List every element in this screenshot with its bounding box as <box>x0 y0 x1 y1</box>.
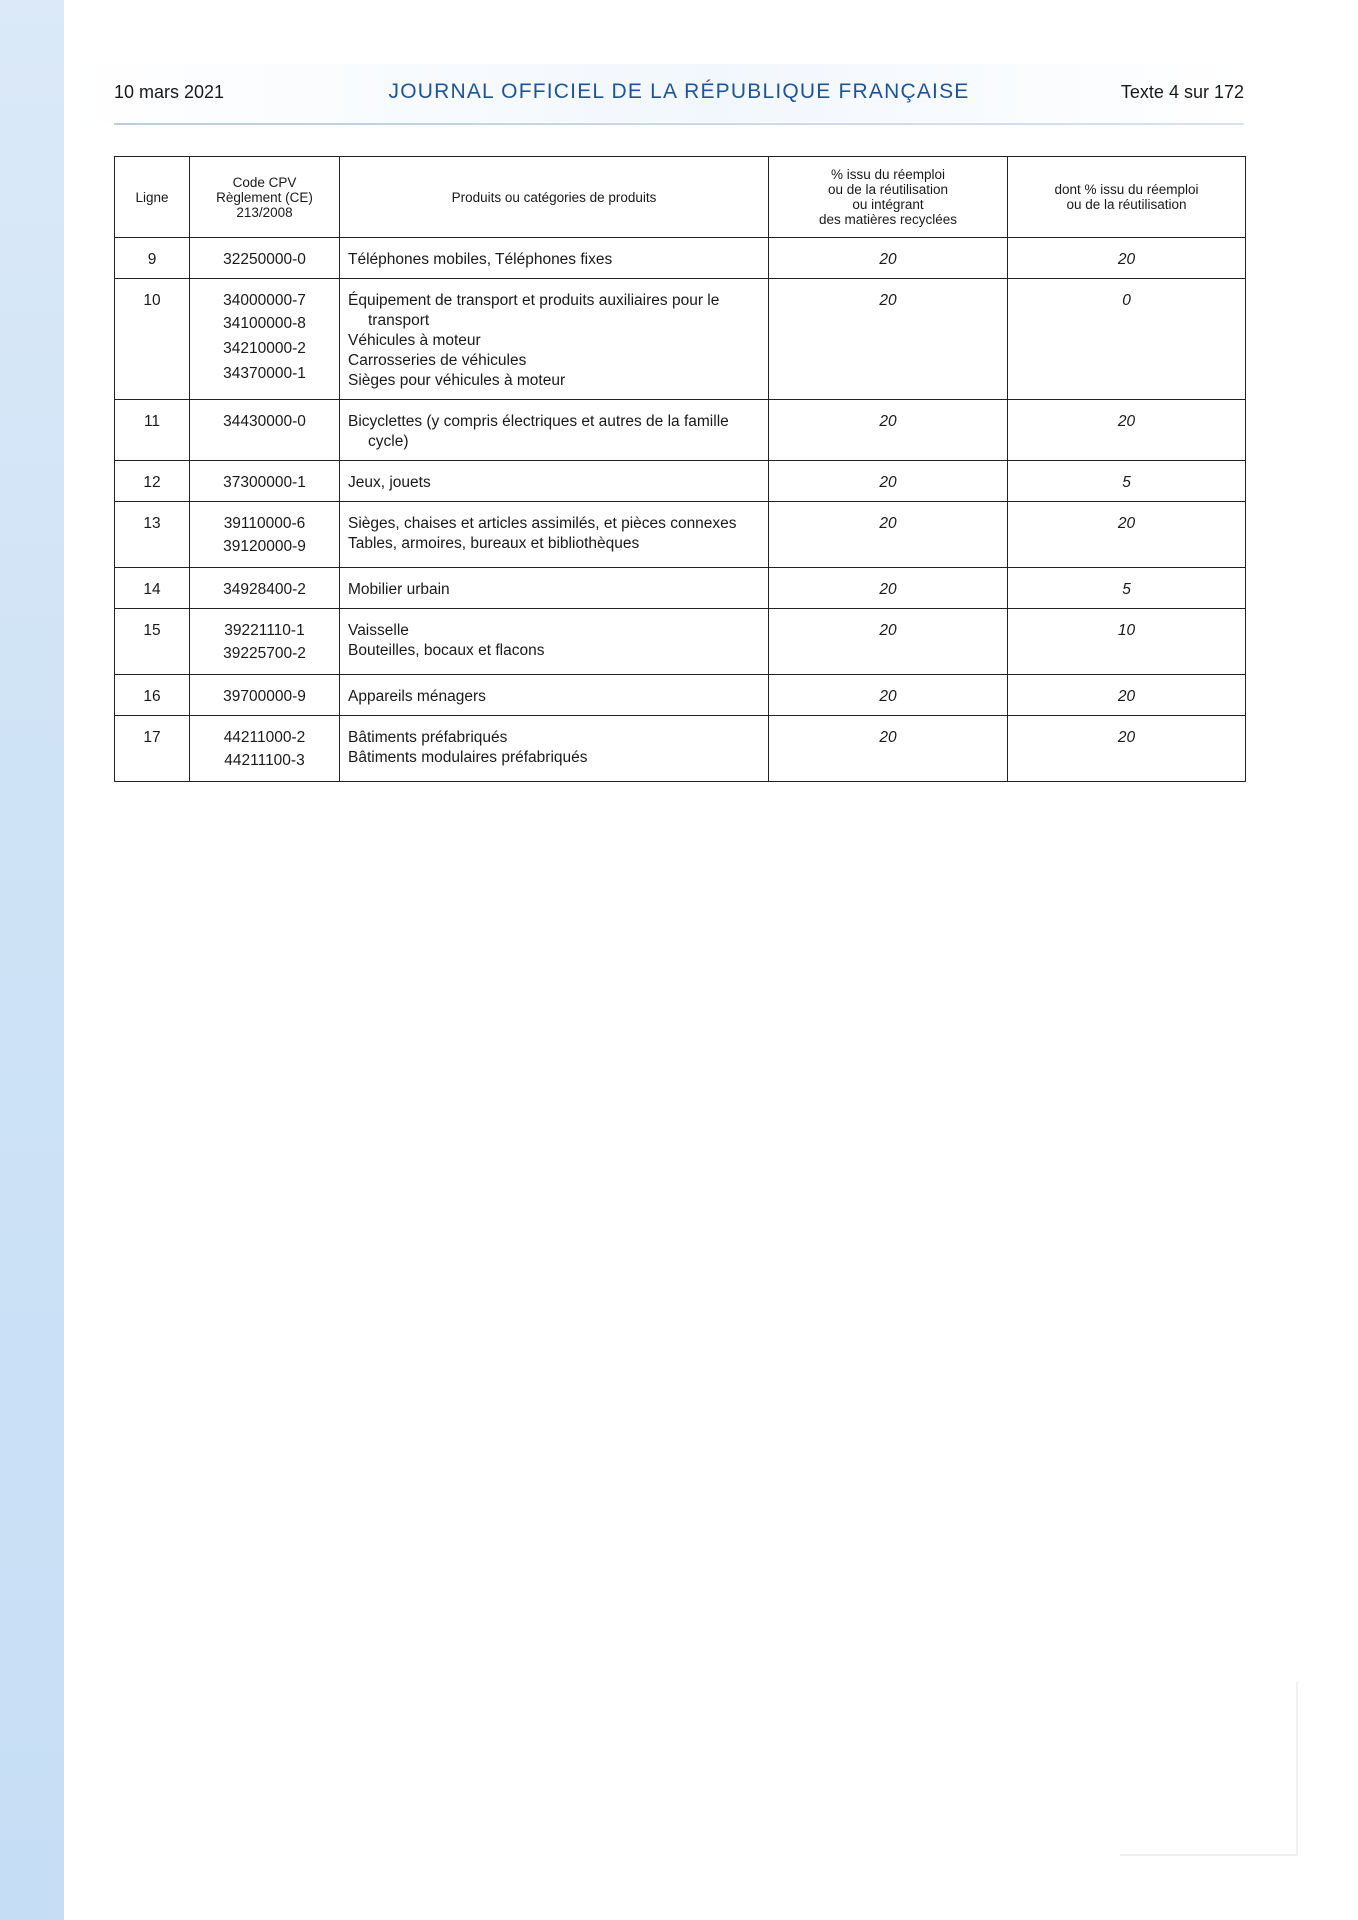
cell-ligne: 15 <box>115 609 190 675</box>
cell-dont-pct: 5 <box>1008 461 1246 502</box>
cell-code-cpv <box>190 238 340 279</box>
cell-pct-reemploi: 20 <box>769 675 1008 716</box>
cell-dont-pct: 0 <box>1008 279 1246 400</box>
cpv-code: 34210000-2 <box>223 340 306 357</box>
left-margin-band <box>0 0 64 1920</box>
header-rule <box>114 123 1244 125</box>
cell-pct-reemploi: 20 <box>769 400 1008 461</box>
cell-code-cpv <box>190 675 340 716</box>
cell-pct-reemploi: 20 <box>769 279 1008 400</box>
cpv-code: 39120000-9 <box>223 538 306 555</box>
cell-code-cpv <box>190 279 340 400</box>
product-category: Vaisselle <box>348 622 409 639</box>
table-row <box>115 400 1246 461</box>
cell-ligne: 9 <box>115 238 190 279</box>
header-dont-pct: dont % issu du réemploi ou de la réutilisation <box>1008 157 1246 238</box>
product-category: Bicyclettes (y compris électriques et autres de la famille cycle) <box>348 413 729 450</box>
cpv-table <box>114 156 1246 782</box>
table-row <box>115 279 1246 400</box>
product-category: Bâtiments modulaires préfabriqués <box>348 749 588 766</box>
header-produits: Produits ou catégories de produits <box>340 157 769 238</box>
table-row <box>115 238 1246 279</box>
cell-code-cpv <box>190 400 340 461</box>
page-corner-mark <box>1120 1682 1298 1856</box>
cell-produits <box>340 461 769 502</box>
cpv-code: 44211000-2 <box>223 729 306 746</box>
cpv-code: 34370000-1 <box>223 365 306 382</box>
cell-dont-pct: 10 <box>1008 609 1246 675</box>
cell-ligne: 17 <box>115 716 190 782</box>
product-category: Véhicules à moteur <box>348 332 481 349</box>
cell-dont-pct: 20 <box>1008 400 1246 461</box>
product-category: Sièges, chaises et articles assimilés, et pièces connexes <box>348 515 737 532</box>
cell-pct-reemploi: 20 <box>769 238 1008 279</box>
cpv-code: 39110000-6 <box>223 515 306 532</box>
cpv-code: 34000000-7 <box>223 292 306 309</box>
cpv-code: 34430000-0 <box>223 413 306 430</box>
header-ligne: Ligne <box>115 157 190 238</box>
cell-produits <box>340 568 769 609</box>
publication-date: 10 mars 2021 <box>114 82 225 102</box>
journal-title: JOURNAL OFFICIEL DE LA RÉPUBLIQUE FRANÇAISE <box>388 80 970 103</box>
cell-dont-pct: 20 <box>1008 716 1246 782</box>
cpv-code: 34928400-2 <box>223 581 306 598</box>
cell-produits <box>340 279 769 400</box>
cpv-code: 37300000-1 <box>223 474 306 491</box>
cpv-code: 32250000-0 <box>223 251 306 268</box>
product-category: Appareils ménagers <box>348 688 486 705</box>
cpv-code: 39225700-2 <box>223 645 306 662</box>
product-category: Bâtiments préfabriqués <box>348 729 508 746</box>
table-row <box>115 716 1246 782</box>
product-category: Tables, armoires, bureaux et bibliothèques <box>348 535 640 552</box>
cell-pct-reemploi: 20 <box>769 568 1008 609</box>
cpv-code: 39221110-1 <box>224 622 305 639</box>
cell-pct-reemploi: 20 <box>769 461 1008 502</box>
product-category: Équipement de transport et produits auxiliaires pour le transport <box>348 292 720 329</box>
cell-code-cpv <box>190 568 340 609</box>
product-category: Sièges pour véhicules à moteur <box>348 372 566 389</box>
cell-produits <box>340 502 769 568</box>
product-category: Bouteilles, bocaux et flacons <box>348 642 545 659</box>
cell-dont-pct: 20 <box>1008 238 1246 279</box>
cell-produits <box>340 400 769 461</box>
cell-ligne: 12 <box>115 461 190 502</box>
cell-ligne: 14 <box>115 568 190 609</box>
cell-dont-pct: 5 <box>1008 568 1246 609</box>
cell-dont-pct: 20 <box>1008 675 1246 716</box>
table-header-row <box>115 157 1246 238</box>
header-pct-reemploi: % issu du réemploi ou de la réutilisation ou intégrant des matières recyclées <box>769 157 1008 238</box>
table-row <box>115 502 1246 568</box>
product-category: Jeux, jouets <box>348 474 431 491</box>
cpv-code: 34100000-8 <box>223 315 306 332</box>
cell-produits <box>340 609 769 675</box>
cell-dont-pct: 20 <box>1008 502 1246 568</box>
table-row <box>115 609 1246 675</box>
header-code-cpv: Code CPV Règlement (CE) 213/2008 <box>190 157 340 238</box>
cell-pct-reemploi: 20 <box>769 502 1008 568</box>
product-category: Carrosseries de véhicules <box>348 352 527 369</box>
cell-pct-reemploi: 20 <box>769 609 1008 675</box>
cell-code-cpv <box>190 461 340 502</box>
cpv-code: 39700000-9 <box>223 688 306 705</box>
cell-produits <box>340 238 769 279</box>
cell-code-cpv <box>190 609 340 675</box>
cell-produits <box>340 716 769 782</box>
cell-code-cpv <box>190 502 340 568</box>
table-row <box>115 675 1246 716</box>
table-row <box>115 461 1246 502</box>
cell-ligne: 16 <box>115 675 190 716</box>
cell-ligne: 13 <box>115 502 190 568</box>
cell-ligne: 11 <box>115 400 190 461</box>
cell-produits <box>340 675 769 716</box>
cpv-code: 44211100-3 <box>224 752 305 769</box>
cell-ligne: 10 <box>115 279 190 400</box>
cell-code-cpv <box>190 716 340 782</box>
cell-pct-reemploi: 20 <box>769 716 1008 782</box>
page-indicator: Texte 4 sur 172 <box>1120 82 1244 102</box>
table-row <box>115 568 1246 609</box>
product-category: Téléphones mobiles, Téléphones fixes <box>348 251 613 268</box>
product-category: Mobilier urbain <box>348 581 450 598</box>
